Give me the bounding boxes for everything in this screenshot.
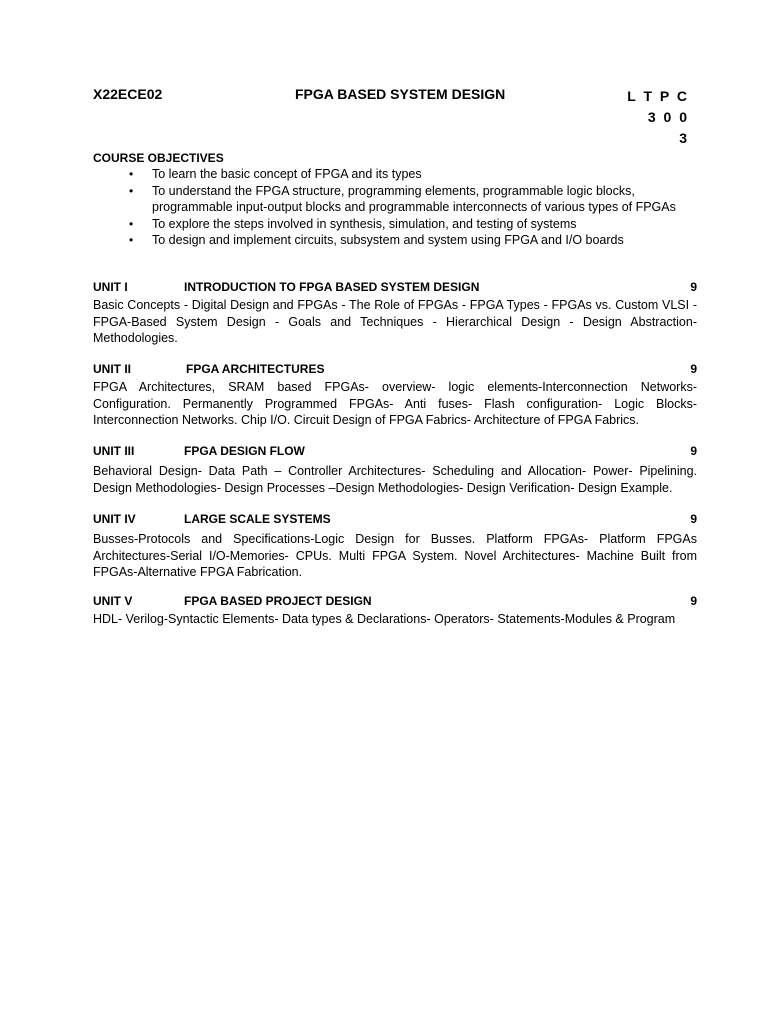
objective-text: To design and implement circuits, subsystem and system using FPGA and I/O boards xyxy=(152,233,624,247)
unit-content: Basic Concepts - Digital Design and FPGAs - The Role of FPGAs - FPGA Types - FPGAs vs. Custom VLSI - FPGA-Based System Design - Goals and Techniques - Hierarchical Design - Design Abstraction- Methodologies. xyxy=(93,298,697,346)
unit-number: UNIT I xyxy=(93,280,128,294)
unit-hours: 9 xyxy=(690,280,697,294)
ltpc-label: L T P C xyxy=(627,88,689,104)
unit-content: Busses-Protocols and Specifications-Logic Design for Busses. Platform FPGAs- Platform FPGAs Architectures-Serial I/O-Memories- CPUs. Multi FPGA System. Novel Architectures- Machine Built from FPGAs-Alternative FPGA Fabrication. xyxy=(93,532,697,580)
unit-title: FPGA BASED PROJECT DESIGN xyxy=(184,594,372,608)
unit-section xyxy=(93,444,697,496)
unit-section xyxy=(93,280,697,347)
objective-text: To understand the FPGA structure, programming elements, programmable logic blocks, programmable input-output blocks and programmable interconnects of various types of FPGAs xyxy=(152,183,676,214)
credits-value: 3 xyxy=(679,130,689,146)
unit-section xyxy=(93,594,697,628)
course-code: X22ECE02 xyxy=(93,86,163,102)
objective-text: To learn the basic concept of FPGA and its types xyxy=(152,167,422,181)
unit-section xyxy=(93,362,697,429)
unit-content: FPGA Architectures, SRAM based FPGAs- overview- logic elements-Interconnection Networks- Configuration. Permanently Programmed FPGAs- Anti fuses- Flash configuration- Logic Blocks- Interconnection Networks. Chip I/O. Circuit Design of FPGA Fabrics- Architecture of FPGA Fabrics. xyxy=(93,380,697,428)
ltpc-values: 3 0 0 xyxy=(647,109,689,125)
unit-hours: 9 xyxy=(690,512,697,526)
bullet-icon: • xyxy=(129,167,134,181)
objective-item xyxy=(93,232,697,249)
unit-hours: 9 xyxy=(690,594,697,608)
unit-header xyxy=(93,594,697,611)
unit-title: FPGA DESIGN FLOW xyxy=(184,444,305,458)
objective-item xyxy=(93,166,697,183)
unit-header xyxy=(93,280,697,297)
unit-title: INTRODUCTION TO FPGA BASED SYSTEM DESIGN xyxy=(184,280,480,294)
unit-header xyxy=(93,444,697,461)
course-header xyxy=(93,84,697,148)
objective-item xyxy=(93,216,697,233)
unit-number: UNIT V xyxy=(93,594,133,608)
unit-title: LARGE SCALE SYSTEMS xyxy=(184,512,331,526)
unit-hours: 9 xyxy=(690,362,697,376)
unit-hours: 9 xyxy=(690,444,697,458)
unit-number: UNIT II xyxy=(93,362,131,376)
objective-text: To explore the steps involved in synthesis, simulation, and testing of systems xyxy=(152,216,577,231)
unit-content: HDL- Verilog-Syntactic Elements- Data types & Declarations- Operators- Statements-Modules & Program xyxy=(93,612,676,626)
unit-title: FPGA ARCHITECTURES xyxy=(186,362,325,376)
objectives-list xyxy=(93,166,697,249)
course-title: FPGA BASED SYSTEM DESIGN xyxy=(295,86,506,102)
bullet-icon: • xyxy=(129,183,134,198)
unit-header xyxy=(93,362,697,379)
objectives-heading: COURSE OBJECTIVES xyxy=(93,151,224,165)
unit-number: UNIT IV xyxy=(93,512,136,526)
bullet-icon: • xyxy=(129,216,134,231)
unit-header xyxy=(93,512,697,529)
unit-number: UNIT III xyxy=(93,444,135,458)
unit-content: Behavioral Design- Data Path – Controller Architectures- Scheduling and Allocation- Power- Pipelining. Design Methodologies- Design Processes –Design Methodologies- Design Verification- Design Example. xyxy=(93,464,697,495)
course-objectives xyxy=(93,150,697,249)
unit-section xyxy=(93,512,697,581)
objective-item xyxy=(93,183,697,216)
ltpc-block xyxy=(619,86,689,149)
bullet-icon: • xyxy=(129,233,134,247)
